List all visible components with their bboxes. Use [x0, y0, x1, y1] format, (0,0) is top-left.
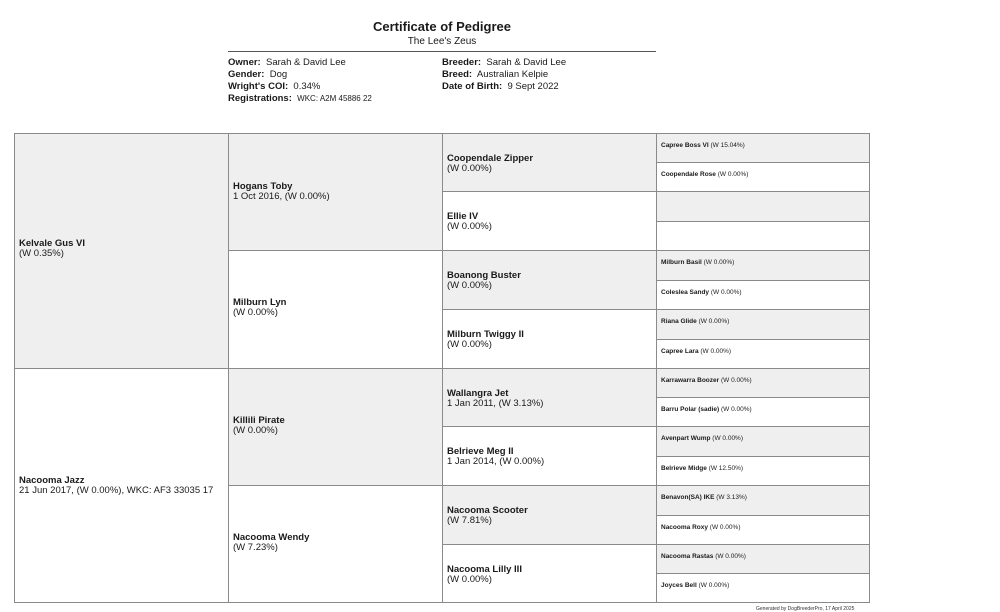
ancestor-name: Nacooma Roxy	[661, 524, 708, 531]
owner-row: Owner: Sarah & David Lee	[228, 57, 346, 68]
breed-row: Breed: Australian Kelpie	[442, 69, 549, 80]
ancestor-info: (W 0.00%)	[698, 582, 730, 589]
ancestor-info: (W 0.00%)	[720, 406, 752, 413]
gen4-cell	[656, 368, 870, 398]
ancestor-name: Hogans Toby	[233, 181, 293, 192]
sire-info: (W 0.35%)	[19, 248, 64, 259]
pedigree-grid	[14, 133, 870, 603]
header-divider	[228, 51, 656, 52]
registrations-row: Registrations: WKC: A2M 45886 22	[228, 93, 372, 104]
coi-row: Wright's COI: 0.34%	[228, 81, 321, 92]
ancestor-info: (W 7.81%)	[447, 515, 492, 526]
ancestor-info: (W 0.00%)	[717, 171, 749, 178]
ancestor-info: (W 0.00%)	[703, 259, 735, 266]
gen4-cell	[656, 515, 870, 545]
ancestor-info: 1 Oct 2016, (W 0.00%)	[233, 191, 330, 202]
ancestor-info: (W 0.00%)	[447, 574, 492, 585]
ancestor-name: Joyces Bell	[661, 582, 697, 589]
gen3-cell	[442, 485, 657, 545]
gen4-cell	[656, 426, 870, 457]
ancestor-info: (W 0.00%)	[233, 307, 278, 318]
gender-row: Gender: Dog	[228, 69, 288, 80]
ancestor-info: (W 0.00%)	[715, 553, 746, 560]
breeder-row: Breeder: Sarah & David Lee	[442, 57, 567, 68]
details-right	[442, 57, 566, 93]
ancestor-name: Karrawarra Boozer	[661, 377, 720, 384]
ancestor-name: Benavon(SA) IKE	[661, 494, 715, 501]
gen3-cell	[442, 191, 657, 251]
ancestor-info: 1 Jan 2014, (W 0.00%)	[447, 456, 545, 467]
gen2-cell	[228, 250, 443, 369]
ancestor-info: (W 0.00%)	[447, 280, 492, 291]
gen4-cell	[656, 339, 870, 369]
ancestor-name: Capree Boss VI	[661, 142, 709, 149]
gen4-cell	[656, 456, 870, 486]
ancestor-name: Coopendale Rose	[661, 171, 716, 178]
ancestor-name: Belrieve Midge	[661, 465, 707, 472]
ancestor-name: Avenpart Wump	[661, 435, 711, 442]
ancestor-name: Colesleа Sandy	[661, 289, 710, 296]
certificate-title: Certificate of Pedigree	[373, 19, 511, 34]
gen4-cell	[656, 191, 870, 222]
ancestor-name: Boanong Buster	[447, 270, 521, 281]
ancestor-name: Riana Glide	[661, 318, 697, 325]
ancestor-name: Milburn Basil	[661, 259, 702, 266]
gen4-cell	[656, 162, 870, 192]
ancestor-name: Milburn Twiggy II	[447, 329, 524, 340]
gen3-cell	[442, 544, 657, 603]
ancestor-name: Milburn Lyn	[233, 297, 287, 308]
ancestor-name: Nacooma Scooter	[447, 505, 528, 516]
ancestor-info: (W 0.00%)	[710, 289, 742, 296]
dob-row: Date of Birth: 9 Sept 2022	[442, 81, 559, 92]
gen4-cell	[656, 573, 870, 603]
ancestor-info: (W 0.00%)	[447, 221, 492, 232]
dog-name: The Lee's Zeus	[407, 36, 477, 47]
ancestor-info: (W 12.50%)	[708, 465, 744, 472]
ancestor-info: (W 0.00%)	[720, 377, 752, 384]
gen3-cell	[442, 309, 657, 369]
gen4-cell	[656, 280, 870, 310]
gen4-cell	[656, 221, 870, 251]
ancestor-info: (W 0.00%)	[233, 425, 278, 436]
ancestor-name: Nacooma Rastas	[661, 553, 714, 560]
gen4-cell	[656, 544, 870, 574]
gen4-cell	[656, 397, 870, 427]
gen4-cell	[656, 133, 870, 163]
ancestor-info: (W 3.13%)	[716, 494, 747, 501]
details-left	[228, 57, 372, 105]
ancestor-info: (W 0.00%)	[447, 163, 492, 174]
gen3-cell	[442, 133, 657, 192]
ancestor-info: 1 Jan 2011, (W 3.13%)	[447, 398, 544, 409]
gen3-cell	[442, 426, 657, 486]
gen3-cell	[442, 368, 657, 427]
gen2-cell	[228, 133, 443, 251]
gen2-cell	[228, 368, 443, 486]
gen3-cell	[442, 250, 657, 310]
ancestor-info: (W 0.00%)	[698, 318, 730, 325]
ancestor-info: (W 0.00%)	[700, 348, 732, 355]
ancestor-info: (W 15.04%)	[710, 142, 745, 149]
gen4-cell	[656, 309, 870, 340]
ancestor-name: Capree Lara	[661, 348, 699, 355]
ancestor-name: Nacooma Lilly III	[447, 564, 522, 575]
ancestor-info: (W 0.00%)	[712, 435, 743, 442]
ancestor-name: Ellie IV	[447, 211, 479, 222]
ancestor-info: (W 0.00%)	[709, 524, 741, 531]
gen4-cell	[656, 485, 870, 516]
sire-cell	[14, 133, 229, 369]
generated-footer: Generated by DogBreederPro, 17 April 2025	[756, 606, 855, 612]
dam-name: Nacooma Jazz	[19, 475, 85, 486]
ancestor-name: Barru Polar (sadie)	[661, 406, 720, 413]
ancestor-name: Wallangra Jet	[447, 388, 509, 399]
sire-name: Kelvale Gus VI	[19, 238, 86, 249]
gen4-cell	[656, 250, 870, 281]
ancestor-name: Nacooma Wendy	[233, 532, 310, 543]
ancestor-name: Killili Pirate	[233, 415, 285, 426]
gen2-cell	[228, 485, 443, 603]
ancestor-name: Coopendale Zipper	[447, 153, 534, 164]
ancestor-info: (W 7.23%)	[233, 542, 278, 553]
ancestor-name: Belrieve Meg II	[447, 446, 514, 457]
dam-info: 21 Jun 2017, (W 0.00%), WKC: AF3 33035 17	[19, 485, 214, 496]
ancestor-info: (W 0.00%)	[447, 339, 492, 350]
dam-cell	[14, 368, 229, 603]
